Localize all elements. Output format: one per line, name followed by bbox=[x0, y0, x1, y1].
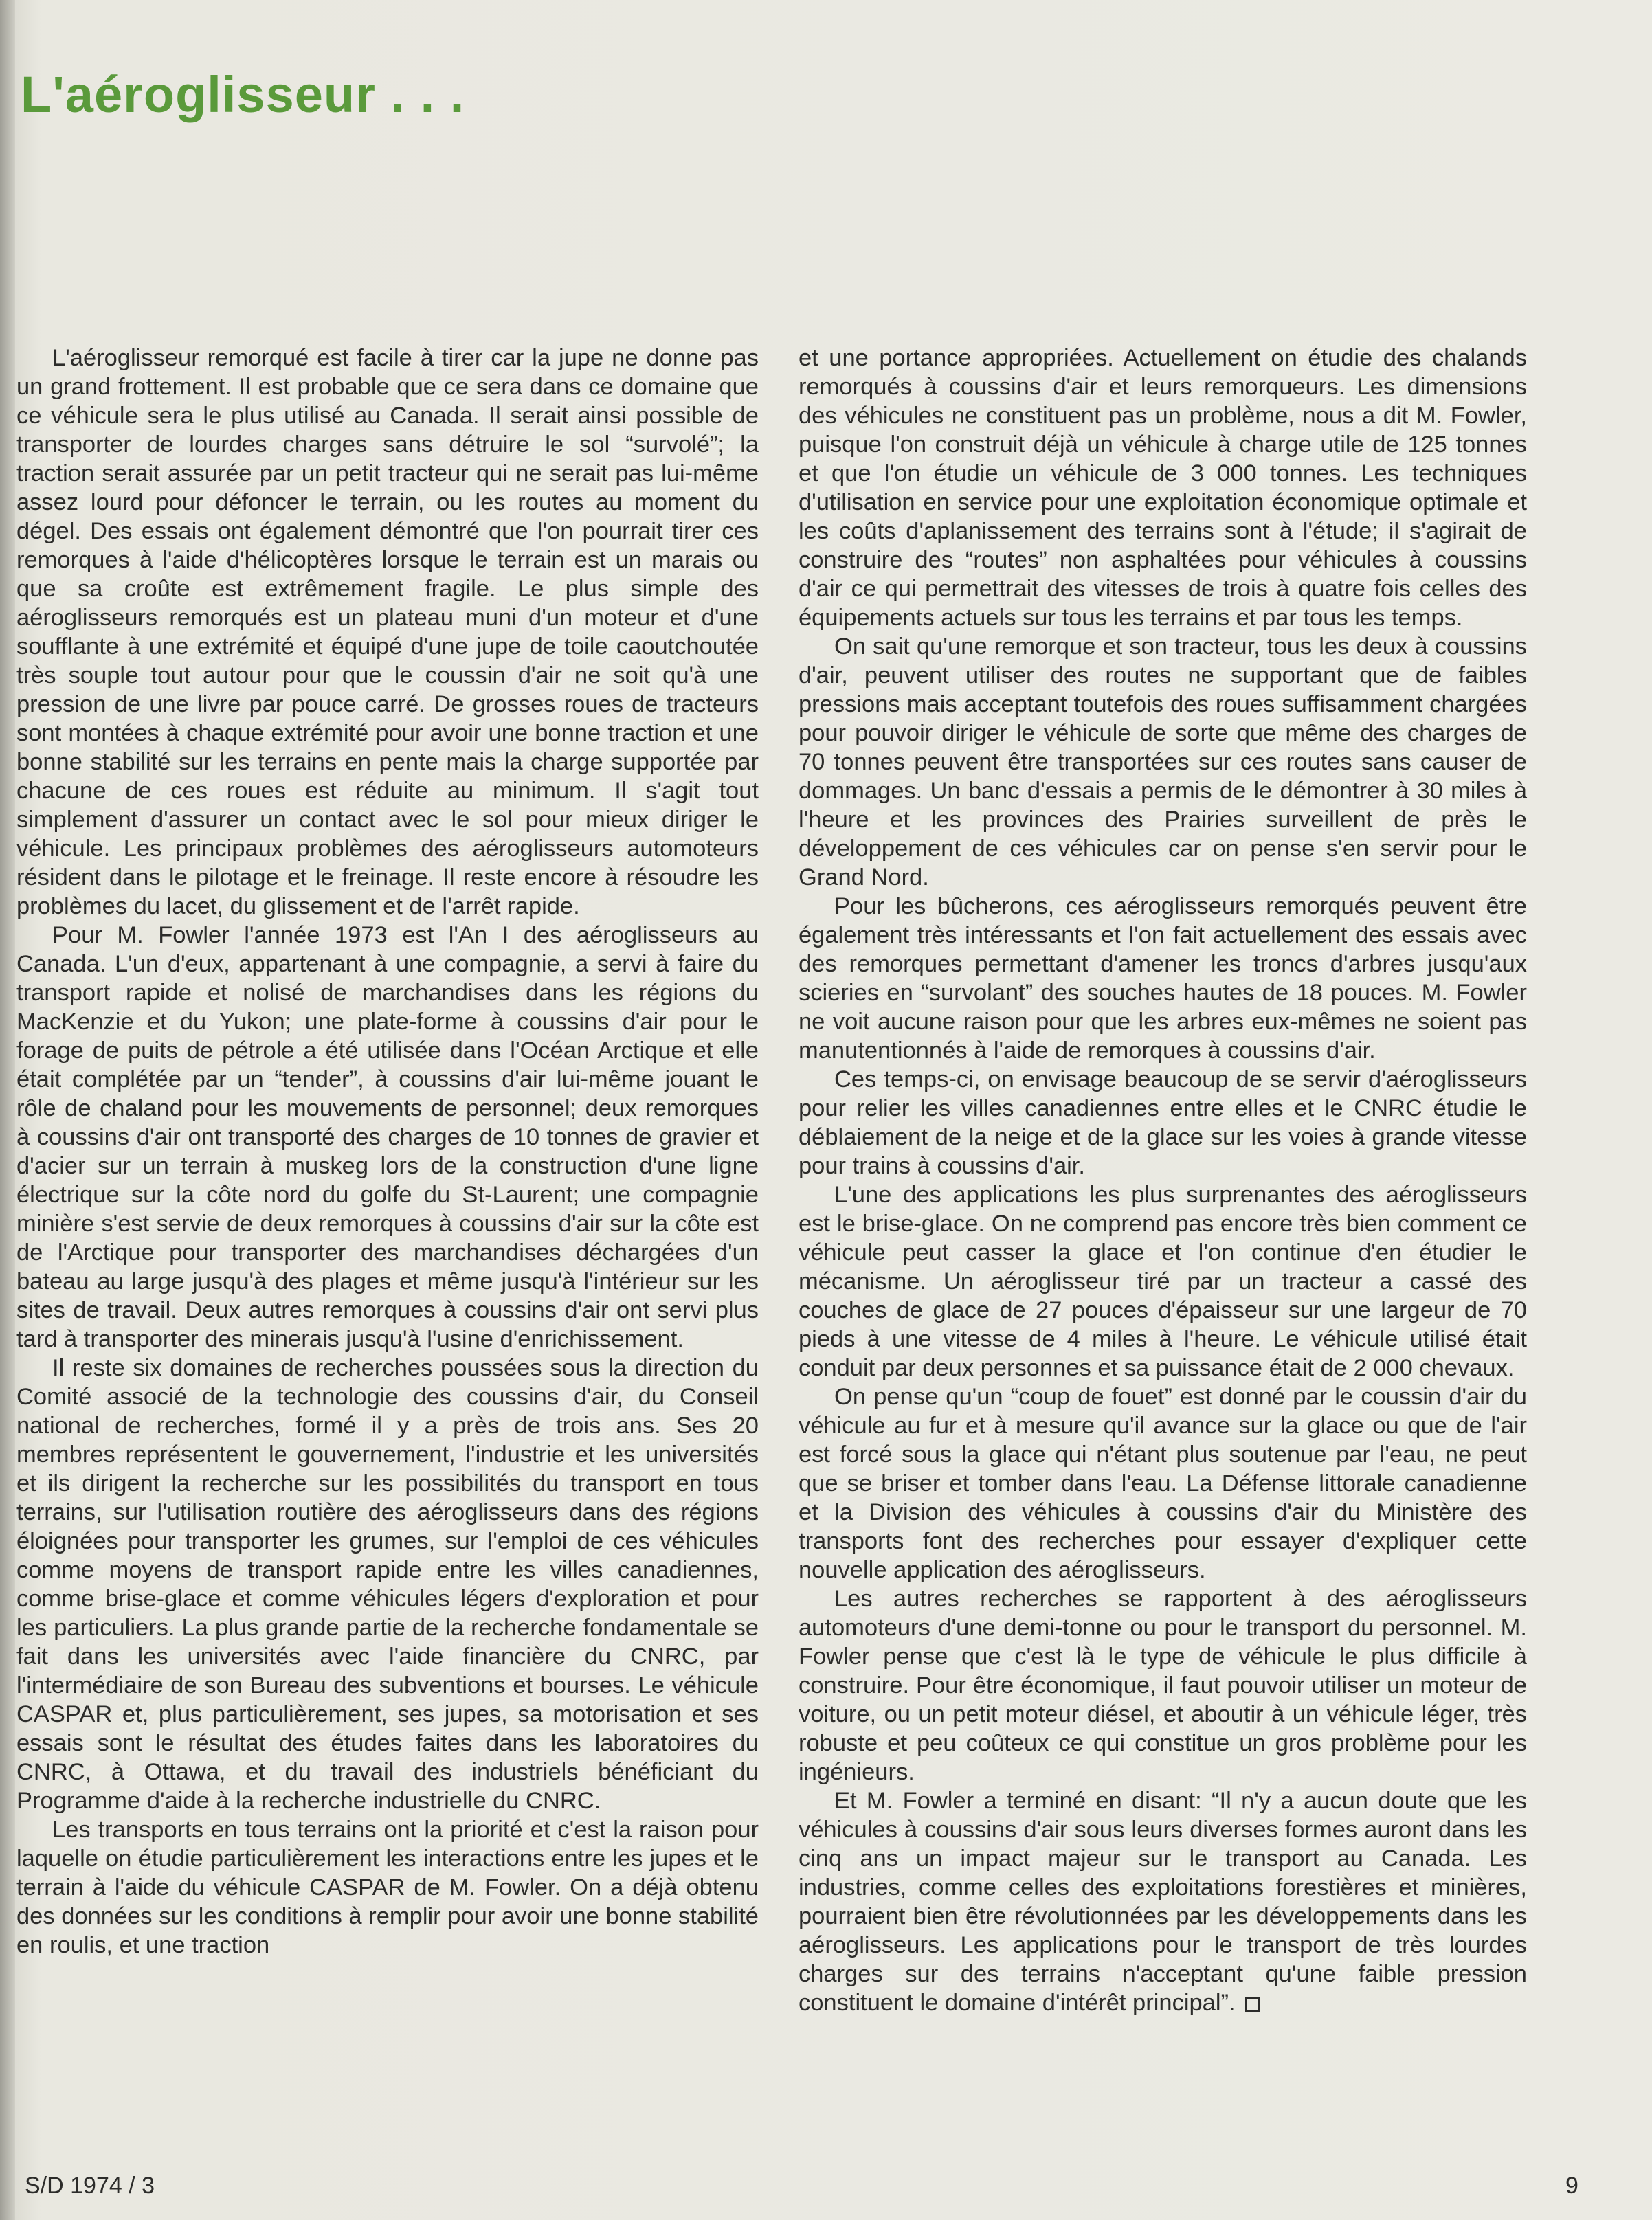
paragraph: Il reste six domaines de recherches poussées sous la direction du Comité associé de la technologie des coussins d'air, du Conseil national de recherches, formé il y a près de trois ans. Ses 20 membres représentent le gouvernement, l'industrie et les universités et ils dirigent la recherche sur les possibilités du transport en tous terrains, sur l'utilisation routière des aéroglisseurs dans des régions éloignées pour transporter les grumes, sur l'emploi de ces véhicules comme moyens de transport rapide entre les villes canadiennes, comme brise-glace et comme véhicules légers d'exploration et pour les particuliers. La plus grande partie de la recherche fondamentale se fait dans les universités avec l'aide financière du CNRC, par l'intermédiaire de son Bureau des subventions et bourses. Le véhicule CASPAR et, plus particulièrement, ses jupes, sa motorisation et ses essais sont le résultat des études faites dans les laboratoires du CNRC, à Ottawa, et du travail des industriels bénéficiant du Programme d'aide à la recherche industrielle du CNRC. bbox=[16, 1355, 759, 1814]
paragraph: Ces temps-ci, on envisage beaucoup de se servir d'aéroglisseurs pour relier les villes canadiennes entre elles et le CNRC étudie le déblaiement de la neige et de la glace sur les voies à grande vitesse pour trains à coussins d'air. bbox=[799, 1066, 1527, 1179]
paragraph: On pense qu'un “coup de fouet” est donné par le coussin d'air du véhicule au fur et à mesure qu'il avance sur la glace ou que de l'air est forcé sous la glace qui n'étant plus soutenue par l'eau, ne peut que se briser et tomber dans l'eau. La Défense littorale canadienne et la Division des véhicules à coussins d'air du Ministère des transports font des recherches pour essayer d'expliquer cette nouvelle application des aéroglisseurs. bbox=[799, 1384, 1527, 1583]
paragraph: On sait qu'une remorque et son tracteur, tous les deux à coussins d'air, peuvent utiliser des routes ne supportant que de faibles pressions mais acceptant toutefois des roues suffisamment chargées pour pouvoir diriger le véhicule de sorte que même des charges de 70 tonnes peuvent être transportées sur ces routes sans causer de dommages. Un banc d'essais a permis de le démontrer à 30 miles à l'heure et les provinces des Prairies surveillent de près le développement de ces véhicules car on pense s'en servir pour le Grand Nord. bbox=[799, 634, 1527, 890]
paragraph: Pour M. Fowler l'année 1973 est l'An I des aéroglisseurs au Canada. L'un d'eux, appartenant à une compagnie, a servi à faire du transport rapide et nolisé de marchandises dans les régions du MacKenzie et du Yukon; une plate-forme à coussins d'air pour le forage de puits de pétrole a été utilisée dans l'Océan Arctique et elle était complétée par un “tender”, à coussins d'air lui-même jouant le rôle de chaland pour les mouvements de personnel; deux remorques à coussins d'air ont transporté des charges de 10 tonnes de gravier et d'acier sur un terrain à muskeg lors de la construction d'une ligne électrique sur la côte nord du golfe du St-Laurent; une compagnie minière s'est servie de deux remorques à coussins d'air sur la côte est de l'Arctique pour transporter des marchandises déchargées d'un bateau au large jusqu'à des plages et même jusqu'à l'intérieur sur les sites de travail. Deux autres remorques à coussins d'air ont servi plus tard à transporter des minerais jusqu'à l'usine d'enrichissement. bbox=[16, 922, 759, 1352]
text-column-right bbox=[799, 344, 1527, 2017]
paragraph: Les transports en tous terrains ont la priorité et c'est la raison pour laquelle on étudie particulièrement les interactions entre les jupes et le terrain à l'aide du véhicule CASPAR de M. Fowler. On a déjà obtenu des données sur les conditions à remplir pour avoir une bonne stabilité en roulis, et une traction bbox=[16, 1817, 759, 1958]
page-binding-edge bbox=[0, 0, 15, 2220]
text-column-left bbox=[16, 344, 759, 1960]
paragraph-continuation: et une portance appropriées. Actuellement on étudie des chalands remorqués à coussins d'air et leurs remorqueurs. Les dimensions des véhicules ne constituent pas un problème, nous a dit M. Fowler, puisque l'on construit déjà un véhicule à charge utile de 125 tonnes et que l'on étudie un véhicule de 3 000 tonnes. Les techniques d'utilisation en service pour une exploitation économique optimale et les coûts d'aplanissement des terrains sont à l'étude; il s'agirait de construire des “routes” non asphaltées pour véhicules à coussins d'air ce qui permettrait des vitesses de trois à quatre fois celles des équipements actuels sur tous les terrains et par tous les temps. bbox=[799, 345, 1527, 631]
footer-page-number: 9 bbox=[1565, 2173, 1578, 2199]
paragraph: L'aéroglisseur remorqué est facile à tirer car la jupe ne donne pas un grand frottement. Il est probable que ce sera dans ce domaine que ce véhicule sera le plus utilisé au Canada. Il serait ainsi possible de transporter de lourdes charges sans détruire le sol “survolé”; la traction serait assurée par un petit tracteur qui ne serait pas lui-même assez lourd pour défoncer le terrain, ou les routes au moment du dégel. Des essais ont également démontré que l'on pourrait tirer ces remorques à l'aide d'hélicoptères lorsque le terrain est un marais ou que sa croûte est extrêmement fragile. Le plus simple des aéroglisseurs remorqués est un plateau muni d'un moteur et d'une soufflante à une extrémité et équipé d'une jupe de toile caoutchoutée très souple tout autour pour que le coussin d'air ne soit qu'à une pression de une livre par pouce carré. De grosses roues de tracteurs sont montées à chaque extrémité pour avoir une bonne traction et une bonne stabilité sur les terrains en pente mais la charge supportée par chacune de ces roues est réduite au minimum. Il s'agit tout simplement d'assurer un contact avec le sol pour mieux diriger le véhicule. Les principaux problèmes des aéroglisseurs automoteurs résident dans le pilotage et le freinage. Il reste encore à résoudre les problèmes du lacet, du glissement et de l'arrêt rapide. bbox=[16, 345, 759, 919]
footer-publication: S/D 1974 / 3 bbox=[25, 2173, 155, 2199]
paragraph: Les autres recherches se rapportent à des aéroglisseurs automoteurs d'une demi-tonne ou pour le transport du personnel. M. Fowler pense que c'est là le type de véhicule le plus difficile à construire. Pour être économique, il faut pouvoir utiliser un moteur de voiture, ou un petit moteur diésel, et aboutir à un véhicule léger, très robuste et peu coûteux ce qui constitue un gros problème pour les ingénieurs. bbox=[799, 1586, 1527, 1785]
paragraph: L'une des applications les plus surprenantes des aéroglisseurs est le brise-glace. On ne comprend pas encore très bien comment ce véhicule peut casser la glace et l'on continue d'en étudier le mécanisme. Un aéroglisseur tiré par un tracteur a cassé des couches de glace de 27 pouces d'épaisseur sur une largeur de 70 pieds à une vitesse de 4 miles à l'heure. Le véhicule utilisé était conduit par deux personnes et sa puissance était de 2 000 chevaux. bbox=[799, 1182, 1527, 1381]
article-title: L'aéroglisseur . . . bbox=[21, 66, 465, 123]
paragraph: Pour les bûcherons, ces aéroglisseurs remorqués peuvent être également très intéressants et l'on fait actuellement des essais avec des remorques permettant d'amener les troncs d'arbres jusqu'aux scieries en “survolant” des souches hautes de 18 pouces. M. Fowler ne voit aucune raison pour que les arbres eux-mêmes ne soient pas manutentionnés à l'aide de remorques à coussins d'air. bbox=[799, 893, 1527, 1064]
paragraph-final-text: Et M. Fowler a terminé en disant: “Il n'y a aucun doute que les véhicules à coussins d'air sous leurs diverses formes auront dans les cinq ans un impact majeur sur le transport au Canada. Les industries, comme celles des exploitations forestières et minières, pourraient bien être révolutionnées par les développements dans les aéroglisseurs. Les applications pour le transport de très lourdes charges sur des terrains n'acceptant qu'une faible pression constituent le domaine d'intérêt principal”. bbox=[799, 1788, 1527, 2016]
paragraph-final bbox=[799, 1786, 1527, 2017]
end-of-article-icon bbox=[1245, 1997, 1260, 2012]
